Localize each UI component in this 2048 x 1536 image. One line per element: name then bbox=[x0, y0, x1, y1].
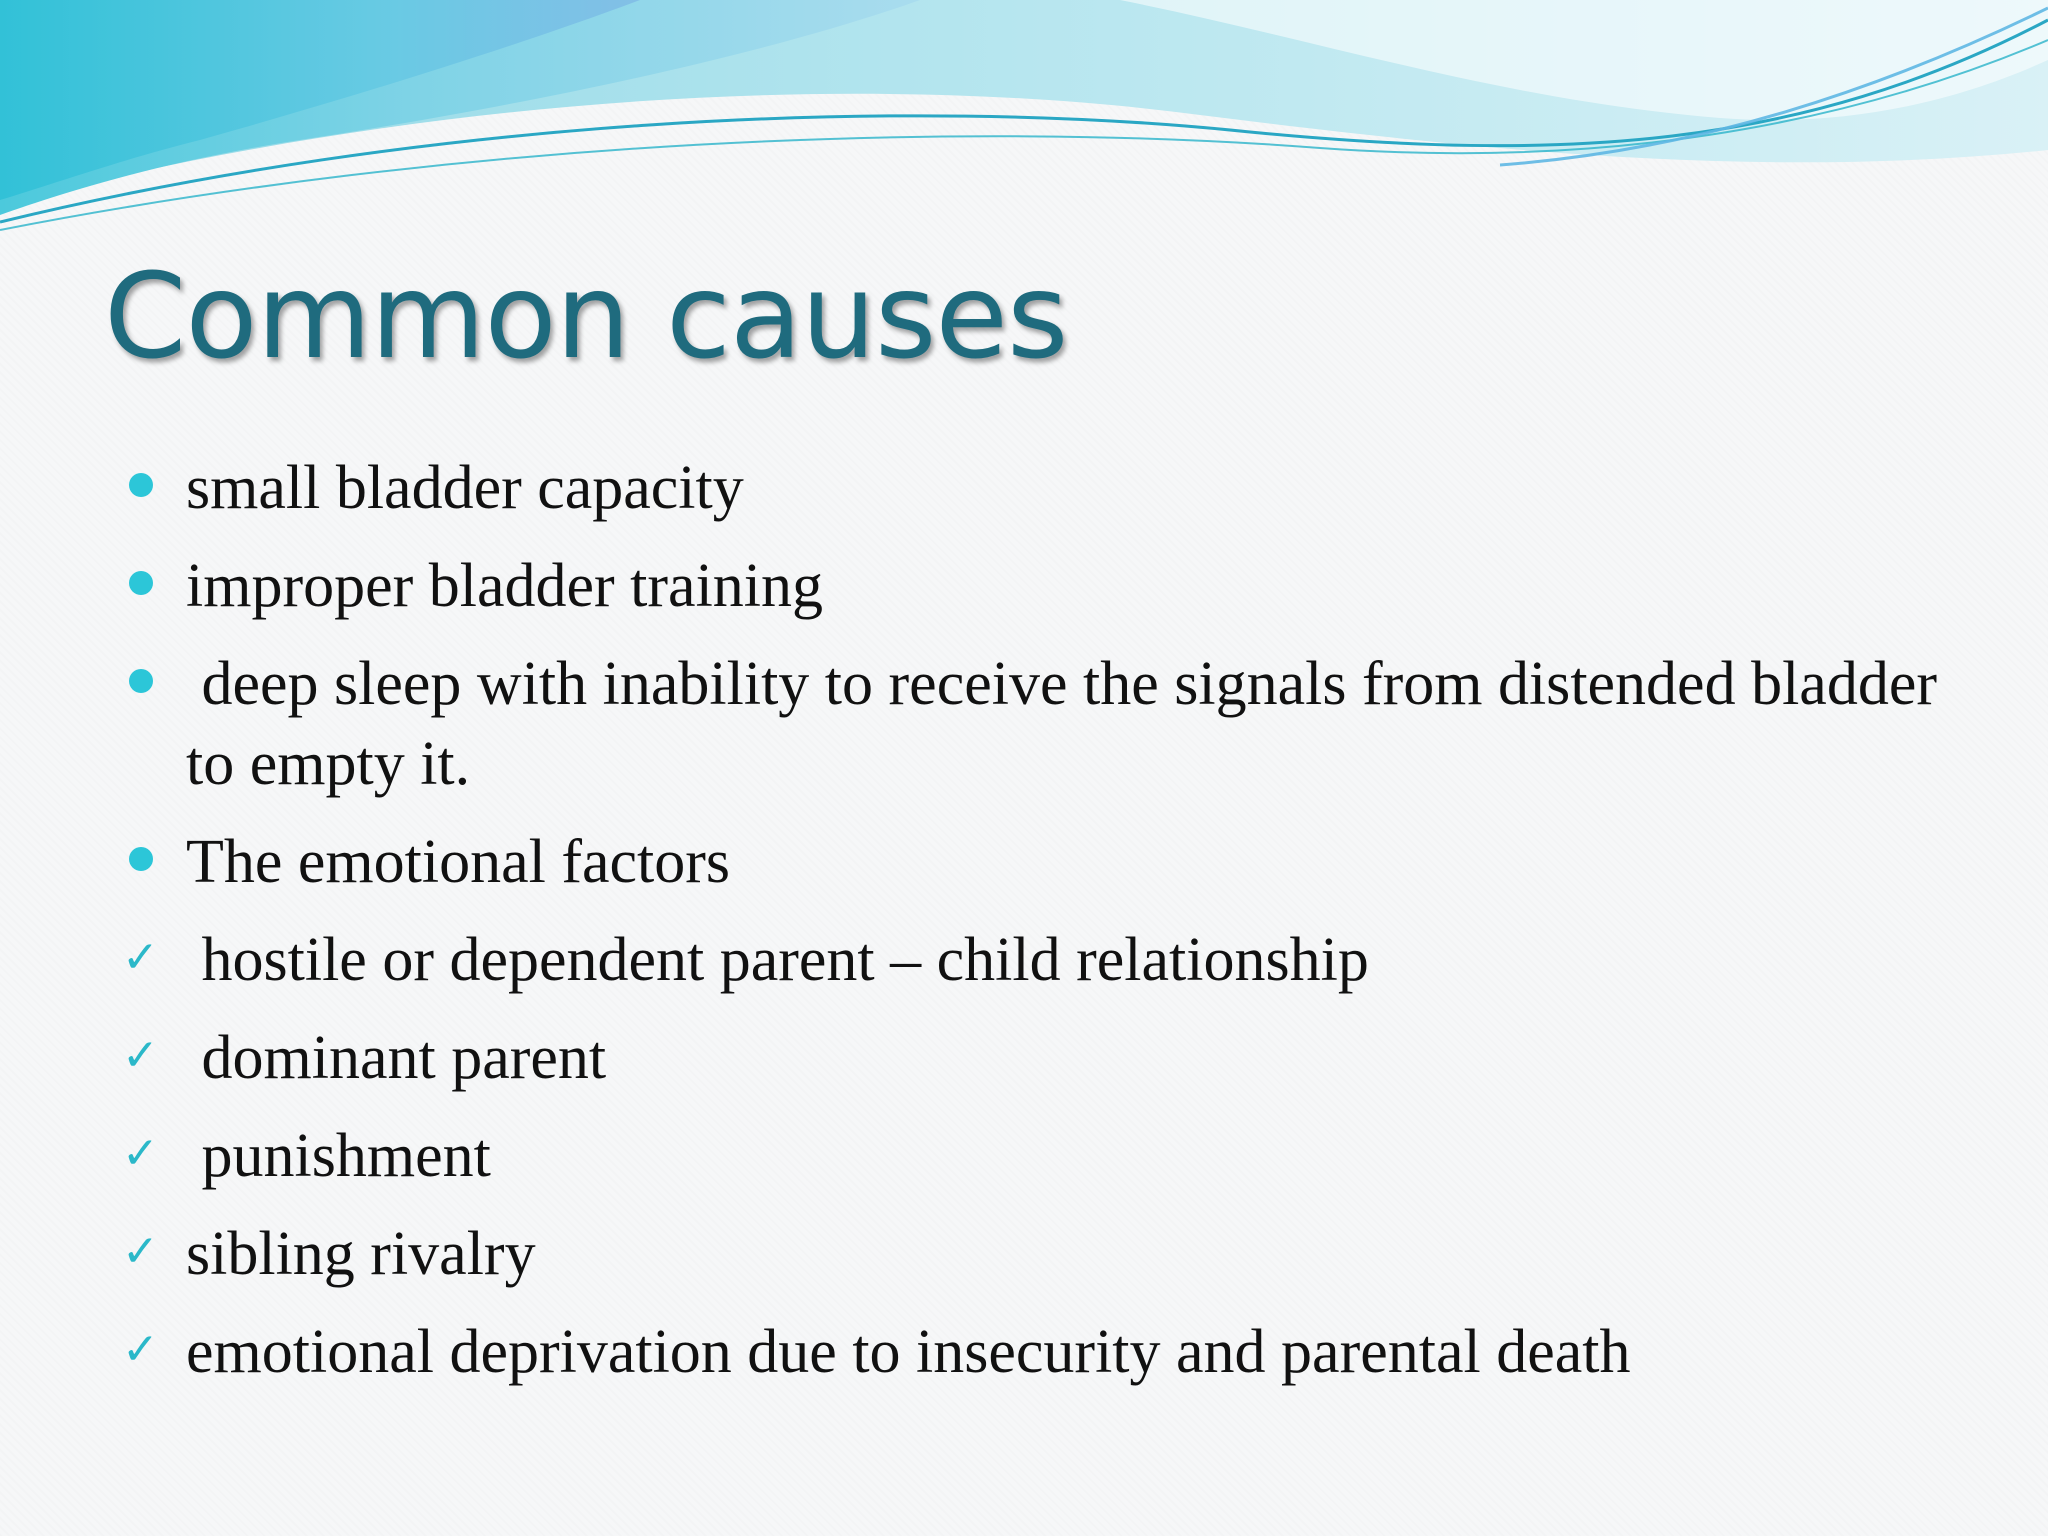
list-item-text: improper bladder training bbox=[186, 552, 824, 620]
bullet-dot-icon bbox=[129, 473, 153, 497]
causes-list bbox=[122, 448, 1992, 1410]
checkmark-icon: ✓ bbox=[122, 1128, 159, 1179]
list-item bbox=[122, 1018, 1992, 1098]
list-item bbox=[122, 822, 1992, 902]
list-item bbox=[122, 1214, 1992, 1294]
list-item bbox=[122, 920, 1992, 1000]
bullet-dot-icon bbox=[129, 571, 153, 595]
list-item-text: dominant parent bbox=[186, 1024, 607, 1092]
list-item-text: deep sleep with inability to receive the signals from distended bladder to empty it. bbox=[186, 650, 1953, 798]
checkmark-icon: ✓ bbox=[122, 1324, 159, 1375]
bullet-dot-icon bbox=[129, 669, 153, 693]
checkmark-icon: ✓ bbox=[122, 1226, 159, 1277]
list-item-text: small bladder capacity bbox=[186, 454, 744, 522]
list-item bbox=[122, 546, 1992, 626]
list-item bbox=[122, 1116, 1992, 1196]
list-item-text: punishment bbox=[186, 1122, 491, 1190]
list-item-text: The emotional factors bbox=[186, 828, 731, 896]
list-item-text: emotional deprivation due to insecurity and parental death bbox=[186, 1318, 1631, 1386]
decorative-wave-header bbox=[0, 0, 2048, 240]
list-item bbox=[122, 1312, 1992, 1392]
slide-title: Common causes bbox=[104, 247, 1068, 385]
checkmark-icon: ✓ bbox=[122, 932, 159, 983]
list-item bbox=[122, 448, 1992, 528]
bullet-dot-icon bbox=[129, 847, 153, 871]
list-item bbox=[122, 644, 1992, 804]
checkmark-icon: ✓ bbox=[122, 1030, 159, 1081]
list-item-text: hostile or dependent parent – child relationship bbox=[186, 926, 1369, 994]
list-item-text: sibling rivalry bbox=[186, 1220, 536, 1288]
